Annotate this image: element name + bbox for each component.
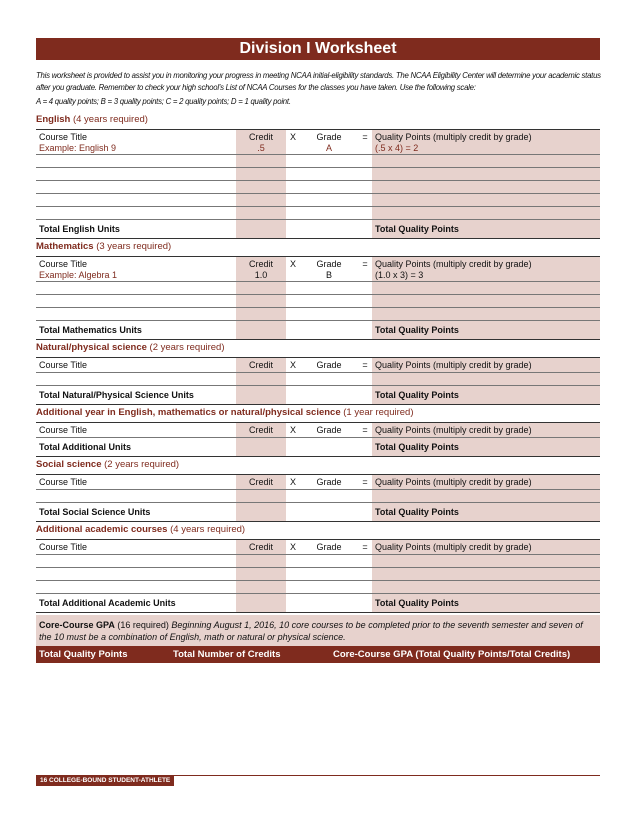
grade-header: Grade: [300, 475, 358, 490]
table-row[interactable]: [36, 490, 600, 503]
english-section-heading: English (4 years required): [36, 114, 148, 125]
x-header: X: [286, 130, 300, 155]
total-row: [36, 594, 600, 613]
eq-header: =: [358, 540, 372, 555]
math-section-heading: Mathematics (3 years required): [36, 241, 172, 252]
credit-header: Credit: [236, 358, 286, 373]
table-header-row: [36, 540, 600, 555]
total-quality-points-label: Total Quality Points: [372, 220, 600, 239]
total-units-label: Total English Units: [36, 220, 236, 239]
eq-header: =: [358, 130, 372, 155]
total-units-label: Total Mathematics Units: [36, 321, 236, 340]
course-title-header: Course Title: [36, 475, 236, 490]
table-row[interactable]: [36, 555, 600, 568]
table-header-row: [36, 257, 600, 282]
x-header: X: [286, 358, 300, 373]
total-row: [36, 386, 600, 405]
additional-year-table: [36, 422, 600, 457]
table-row[interactable]: [36, 295, 600, 308]
gpa-result[interactable]: Core-Course GPA (Total Quality Points/Total Credits): [333, 649, 571, 660]
eq-header: =: [358, 423, 372, 438]
table-row[interactable]: [36, 181, 600, 194]
total-quality-points-label: Total Quality Points: [372, 321, 600, 340]
footer-label: 16 COLLEGE-BOUND STUDENT-ATHLETE: [36, 776, 174, 786]
quality-points-header: Quality Points (multiply credit by grade) (1.0 x 3) = 3: [372, 257, 600, 282]
eq-header: =: [358, 257, 372, 282]
table-row[interactable]: [36, 194, 600, 207]
x-header: X: [286, 423, 300, 438]
quality-points-header: Quality Points (multiply credit by grade) (.5 x 4) = 2: [372, 130, 600, 155]
credit-header: Credit: [236, 540, 286, 555]
table-row[interactable]: [36, 168, 600, 181]
additional-academic-section-heading: Additional academic courses (4 years required): [36, 524, 246, 535]
grade-header: Grade: [300, 423, 358, 438]
total-quality-points-label: Total Quality Points: [372, 386, 600, 405]
table-header-row: [36, 475, 600, 490]
total-units-field[interactable]: [236, 438, 286, 457]
intro-text: [36, 70, 602, 111]
credit-header: Credit 1.0: [236, 257, 286, 282]
total-row: [36, 438, 600, 457]
total-units-field[interactable]: [236, 594, 286, 613]
table-header-row: [36, 130, 600, 155]
table-row[interactable]: [36, 282, 600, 295]
total-quality-points-label: Total Quality Points: [372, 594, 600, 613]
total-units-label: Total Additional Units: [36, 438, 236, 457]
grade-header: Grade: [300, 358, 358, 373]
social-science-table: [36, 474, 600, 522]
science-section-heading: Natural/physical science (2 years required): [36, 342, 225, 353]
quality-points-header: Quality Points (multiply credit by grade): [372, 475, 600, 490]
credit-header: Credit: [236, 475, 286, 490]
table-row[interactable]: [36, 308, 600, 321]
core-course-gpa-block: [36, 615, 600, 646]
x-header: X: [286, 540, 300, 555]
total-units-field[interactable]: [236, 503, 286, 522]
table-row[interactable]: [36, 207, 600, 220]
grade-header: Grade: [300, 540, 358, 555]
total-units-field[interactable]: [236, 321, 286, 340]
science-table: [36, 357, 600, 405]
grade-scale: A = 4 quality points; B = 3 quality points; C = 2 quality points; D = 1 quality point.: [36, 97, 291, 106]
eq-header: =: [358, 475, 372, 490]
gpa-total-credits[interactable]: Total Number of Credits: [173, 649, 281, 660]
table-header-row: [36, 423, 600, 438]
credit-header: Credit .5: [236, 130, 286, 155]
total-units-label: Total Natural/Physical Science Units: [36, 386, 236, 405]
gpa-label: Core-Course GPA: [39, 620, 115, 630]
additional-academic-table: [36, 539, 600, 613]
total-quality-points-label: Total Quality Points: [372, 503, 600, 522]
total-units-field[interactable]: [236, 386, 286, 405]
credit-header: Credit: [236, 423, 286, 438]
math-table: [36, 256, 600, 340]
social-science-section-heading: Social science (2 years required): [36, 459, 180, 470]
gpa-summary-bar: [36, 646, 600, 663]
total-row: [36, 321, 600, 340]
eq-header: =: [358, 358, 372, 373]
total-row: [36, 220, 600, 239]
total-units-label: Total Social Science Units: [36, 503, 236, 522]
course-title-header: Course Title Example: English 9: [36, 130, 236, 155]
course-title-header: Course Title: [36, 423, 236, 438]
quality-points-header: Quality Points (multiply credit by grade): [372, 423, 600, 438]
table-row[interactable]: [36, 568, 600, 581]
total-quality-points-label: Total Quality Points: [372, 438, 600, 457]
table-header-row: [36, 358, 600, 373]
course-title-header: Course Title: [36, 540, 236, 555]
table-row[interactable]: [36, 155, 600, 168]
grade-header: Grade B: [300, 257, 358, 282]
grade-header: Grade A: [300, 130, 358, 155]
english-table: [36, 129, 600, 239]
table-row[interactable]: [36, 581, 600, 594]
course-title-header: Course Title Example: Algebra 1: [36, 257, 236, 282]
worksheet-title: Division I Worksheet: [36, 38, 600, 60]
additional-year-section-heading: Additional year in English, mathematics or natural/physical science (1 year required): [36, 407, 414, 418]
gpa-total-quality-points[interactable]: Total Quality Points: [39, 649, 128, 660]
x-header: X: [286, 475, 300, 490]
x-header: X: [286, 257, 300, 282]
gpa-note: Beginning August 1, 2016, 10 core courses to be completed prior to the seventh semester and seven of the 10 must be a combination of English, math or natural or physical science.: [39, 620, 583, 642]
total-row: [36, 503, 600, 522]
total-units-field[interactable]: [236, 220, 286, 239]
course-title-header: Course Title: [36, 358, 236, 373]
worksheet: [36, 112, 600, 663]
quality-points-header: Quality Points (multiply credit by grade): [372, 358, 600, 373]
gpa-requirement: (16 required): [114, 620, 172, 630]
intro-paragraph: This worksheet is provided to assist you in monitoring your progress in meeting NCAA initial-eligibility standards. The NCAA Eligibility Center will determine your academic status after you graduate. Remember to check your high school's List of NCAA Courses for the classes you have taken. Use the following scale:: [36, 71, 601, 92]
quality-points-header: Quality Points (multiply credit by grade): [372, 540, 600, 555]
total-units-label: Total Additional Academic Units: [36, 594, 236, 613]
table-row[interactable]: [36, 373, 600, 386]
